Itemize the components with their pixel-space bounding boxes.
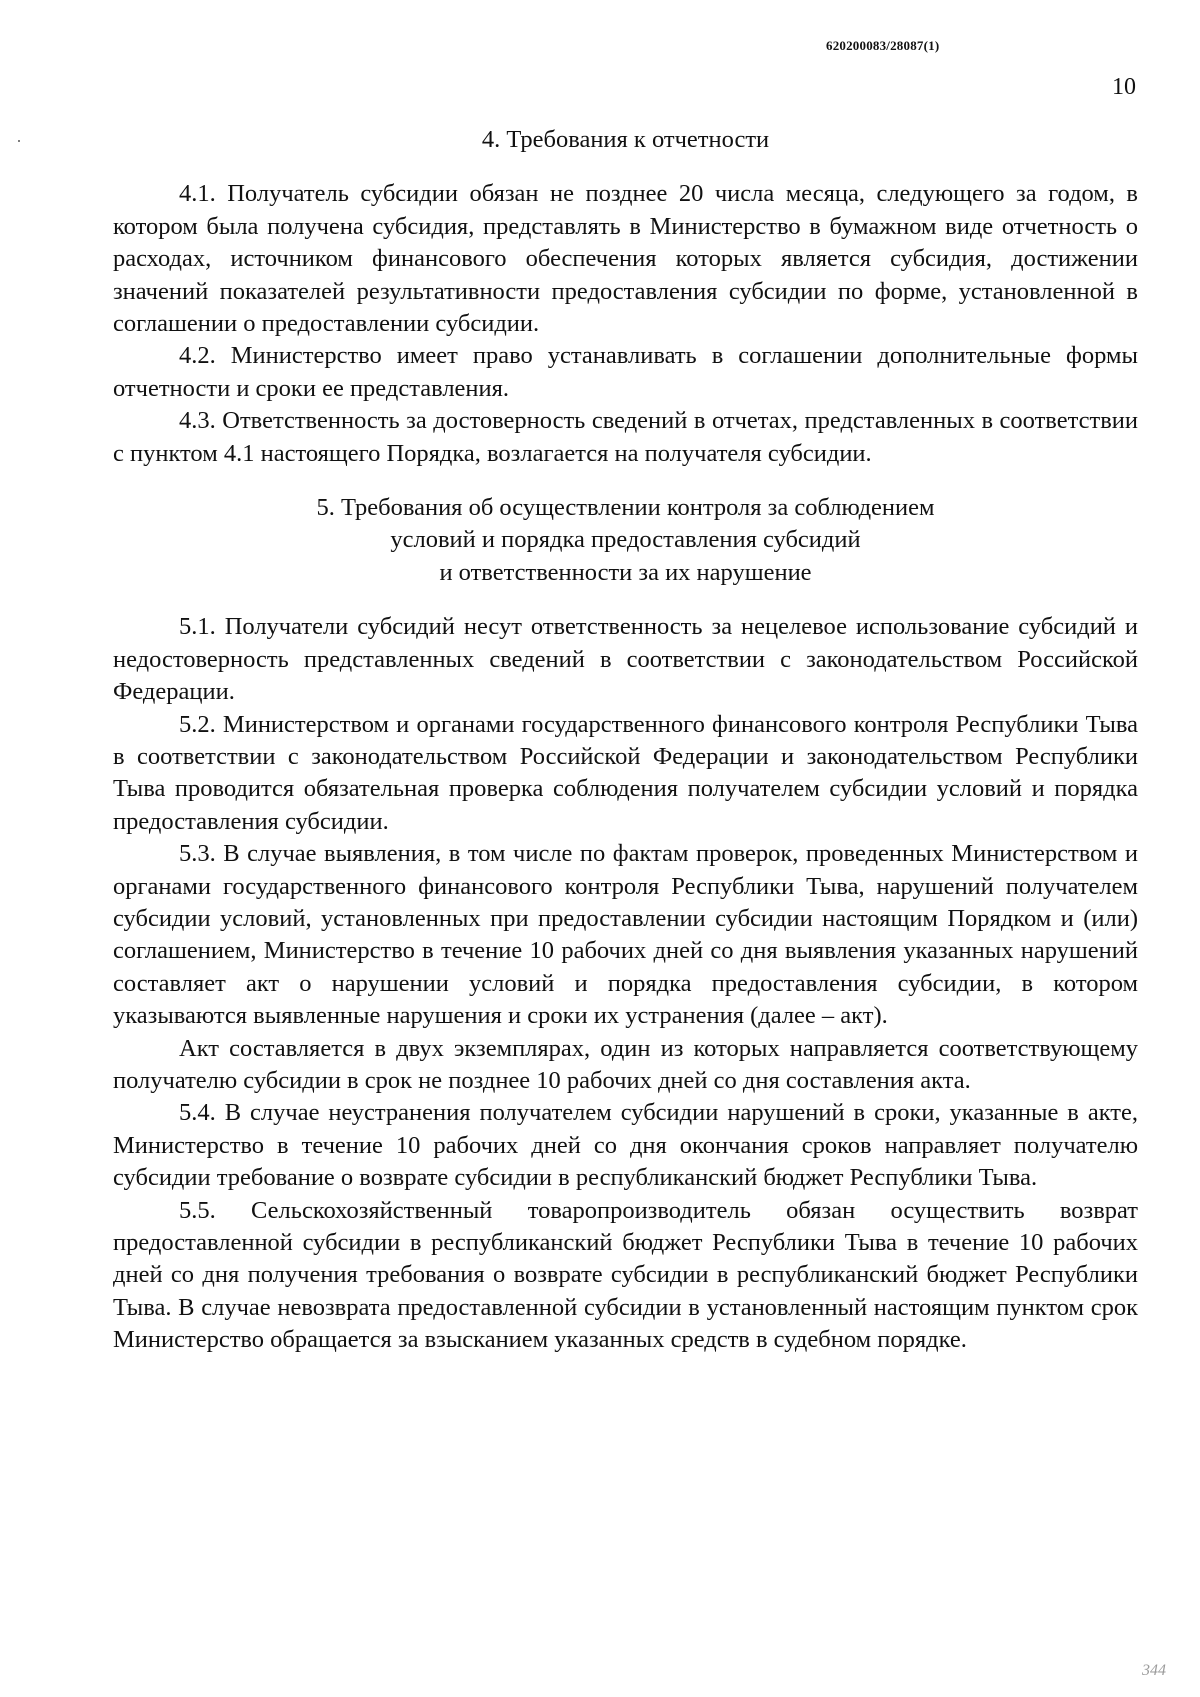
section-4-title: 4. Требования к отчетности [481,126,770,153]
paragraph-5-2: 5.2. Министерством и органами государственного финансового контроля Республики Тыва в соответствии с законодательством Российской Федерации и законодательством Республики Тыва проводится обязательная проверка соблюдения получателем субсидии условий и порядка предоставления субсидии. [113,710,1138,835]
section-5-title [113,492,1138,589]
page-number: 10 [1112,74,1136,100]
paragraph-4-3: 4.3. Ответственность за достоверность сведений в отчетах, представленных в соответствии с пунктом 4.1 настоящего Порядка, возлагается на получателя субсидии. [113,407,1138,467]
paragraph-4-1: 4.1. Получатель субсидии обязан не позднее 20 числа месяца, следующего за годом, в котором была получена субсидия, представлять в Министерство в бумажном виде отчетность о расходах, источником финансового обеспечения которых является субсидия, достижении значений показателей результативности предоставления субсидии по форме, установленной в соглашении о предоставлении субсидии. [113,180,1138,338]
paragraph-5-3: 5.3. В случае выявления, в том числе по фактам проверок, проведенных Министерством и органами государственного финансового контроля Республики Тыва, нарушений получателем субсидии условий, установленных при предоставлении субсидии настоящим Порядком и (или) соглашением, Министерство в течение 10 рабочих дней со дня выявления указанных нарушений составляет акт о нарушении условий и порядка предоставления субсидии, в котором указываются выявленные нарушения и сроки их устранения (далее – акт). [113,840,1138,1030]
handwritten-page-mark: 344 [1142,1662,1166,1679]
scan-dot [18,140,20,142]
section-5-title-line-1: 5. Требования об осуществлении контроля за соблюдением [316,494,935,522]
section-5-title-line-2: условий и порядка предоставления субсидий [390,526,861,554]
paragraph-5-5: 5.5. Сельскохозяйственный товаропроизводитель обязан осуществить возврат предоставленной субсидии в республиканский бюджет Республики Тыва в течение 10 рабочих дней со дня получения требования о возврате субсидии в республиканский бюджет Республики Тыва. В случае невозврата предоставленной субсидии в установленный настоящим пунктом срок Министерство обращается за взысканием указанных средств в судебном порядке. [113,1196,1138,1354]
paragraph-5-3-act: Акт составляется в двух экземплярах, один из которых направляется соответствующему получателю субсидии в срок не позднее 10 рабочих дней со дня составления акта. [113,1034,1138,1094]
paragraph-5-1: 5.1. Получатели субсидий несут ответственность за нецелевое использование субсидий и недостоверность представленных сведений в соответствии с законодательством Российской Федерации. [113,613,1138,706]
paragraph-4-2: 4.2. Министерство имеет право устанавливать в соглашении дополнительные формы отчетности и сроки ее представления. [113,342,1138,402]
document-body [113,124,1138,1357]
document-id: 620200083/28087(1) [826,38,940,53]
paragraph-5-4: 5.4. В случае неустранения получателем субсидии нарушений в сроки, указанные в акте, Министерство в течение 10 рабочих дней со дня окончания сроков направляет получателю субсидии требование о возврате субсидии в республиканский бюджет Республики Тыва. [113,1099,1138,1192]
section-5-title-line-3: и ответственности за их нарушение [439,558,812,586]
